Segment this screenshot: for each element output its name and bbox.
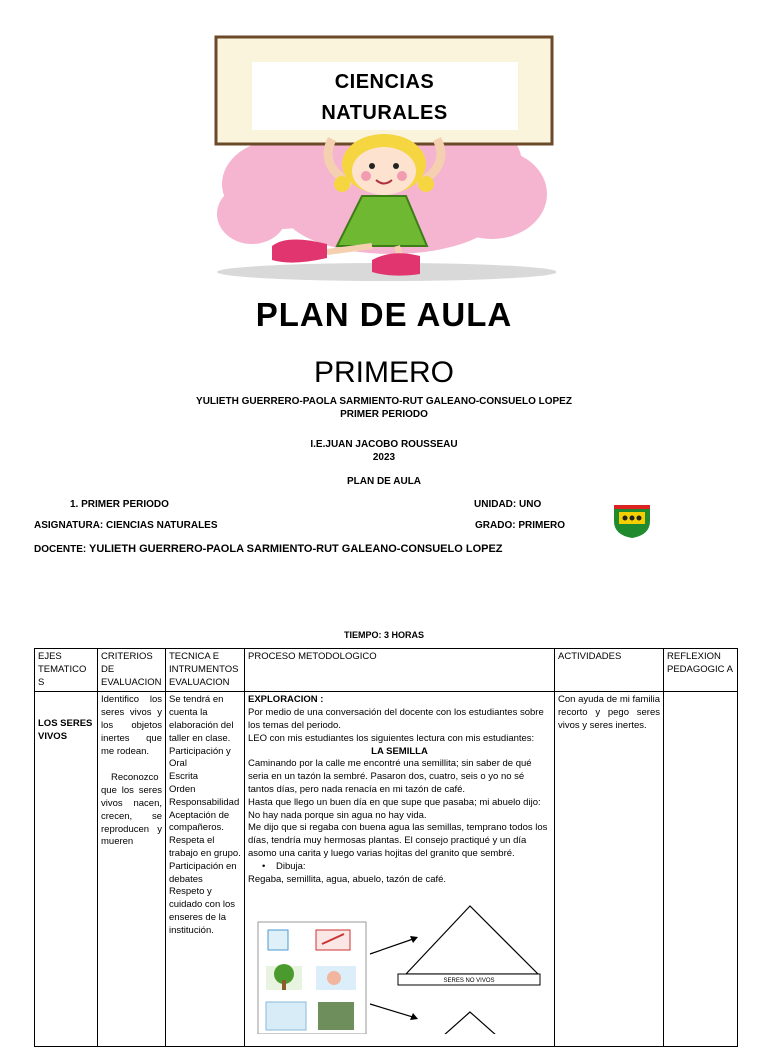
technique-item: Aceptación de compañeros. <box>169 809 230 834</box>
school-line: I.E.JUAN JACOBO ROUSSEAU <box>310 439 458 450</box>
technique-item: Responsabilidad <box>169 796 240 808</box>
story-title: LA SEMILLA <box>371 745 428 757</box>
subject-label: ASIGNATURA: CIENCIAS NATURALES <box>34 520 218 531</box>
process-paragraph: Por medio de una conversación del docente con los estudiantes sobre los temas del periodo. <box>248 707 544 731</box>
draw-words: Regaba, semillita, agua, abuelo, tazón de café. <box>248 873 447 885</box>
criteria-1: Identifico los seres vivos y los objetos inertes que me rodean. <box>101 694 162 757</box>
table-header-row <box>35 649 738 692</box>
school-shield-logo <box>612 501 652 539</box>
process-cell <box>245 692 555 1047</box>
header-actividades: ACTIVIDADES <box>555 649 664 692</box>
technique-item: Participación y Oral <box>169 745 231 770</box>
header-criterios: CRITERIOS DE EVALUACION <box>98 649 166 692</box>
cover-illustration <box>212 34 556 284</box>
cover-subject-line2: NATURALES <box>321 102 448 124</box>
plan-label: PLAN DE AULA <box>346 476 422 487</box>
year-line: 2023 <box>372 452 396 463</box>
unit-label: UNIDAD: UNO <box>474 499 542 510</box>
axis-topic: LOS SERES VIVOS <box>38 718 93 743</box>
story-paragraph: Hasta que llego un buen día en que supe que pasaba; mi abuelo dijo: No hay nada porque sin agua no hay vida. <box>248 796 541 821</box>
story-paragraph: Me dijo que si regaba con buena agua las semillas, temprano todos los días, tendría muy hermosas plantas. El consejo practiqué y un día asomo una carita y luego varias hojitas del granito que sembré. <box>248 822 548 859</box>
activities-cell <box>555 692 664 1047</box>
axis-cell <box>35 692 98 1047</box>
document-title: PLAN DE AULA <box>255 296 513 333</box>
techniques-cell <box>166 692 245 1047</box>
header-tecnica: TECNICA E INTRUMENTOS EVALUACION <box>166 649 245 692</box>
technique-item: Respeto y cuidado con los enseres de la institución. <box>169 886 236 936</box>
teacher-line <box>34 543 503 555</box>
criteria-2: Reconozco que los seres vivos nacen, crecen, se reproducen y mueren <box>101 772 162 848</box>
bullet-item: • Dibuja: <box>262 860 306 872</box>
cover-subject-line1: CIENCIAS <box>334 71 435 93</box>
shield-icon <box>612 501 652 539</box>
criteria-cell <box>98 692 166 1047</box>
table-row <box>35 692 738 1047</box>
living-nonliving-diagram <box>248 894 548 1034</box>
classification-diagram <box>248 894 551 1034</box>
technique-item: Participación en debates <box>169 860 237 885</box>
period-item: 1. PRIMER PERIODO <box>70 499 169 510</box>
technique-item: Escrita <box>169 771 199 783</box>
lesson-plan-table <box>34 648 738 1047</box>
teacher-names: YULIETH GUERRERO-PAOLA SARMIENTO-RUT GALEANO-CONSUELO LOPEZ <box>89 543 503 555</box>
time-label: TIEMPO: 3 HORAS <box>343 630 424 640</box>
process-paragraph: LEO con mis estudiantes los siguientes lectura con mis estudiantes: <box>248 732 535 744</box>
activities-text: Con ayuda de mi familia recorto y pego seres vivos y seres inertes. <box>558 694 660 731</box>
period-line: PRIMER PERIODO <box>340 409 428 420</box>
header-reflexion: REFLEXION PEDAGOGIC A <box>664 649 738 692</box>
technique-item: Respeta el trabajo en grupo. <box>169 835 241 859</box>
teacher-label: DOCENTE: <box>34 544 89 555</box>
header-ejes: EJES TEMATICO S <box>35 649 98 692</box>
diagram-label-non-living: SERES NO VIVOS <box>443 978 495 985</box>
process-heading: EXPLORACION : <box>248 694 324 706</box>
technique-item: Se tendrá en cuenta la elaboración del taller en clase. <box>169 694 234 744</box>
grade-label: GRADO: PRIMERO <box>475 520 565 531</box>
header-proceso: PROCESO METODOLOGICO <box>245 649 555 692</box>
cover-subject-title <box>252 66 517 130</box>
reflection-cell <box>664 692 738 1047</box>
technique-item: Orden <box>169 783 196 795</box>
authors-line: YULIETH GUERRERO-PAOLA SARMIENTO-RUT GALEANO-CONSUELO LOPEZ <box>196 396 572 407</box>
story-paragraph: Caminando por la calle me encontré una semillita; sin saber de qué seria en un tazón la sembré. Pasaron dos, cuatro, seis o yo no sé tantos días, pero nada renacía en mi tazón de café. <box>248 758 532 795</box>
grade-title: PRIMERO <box>313 356 454 389</box>
